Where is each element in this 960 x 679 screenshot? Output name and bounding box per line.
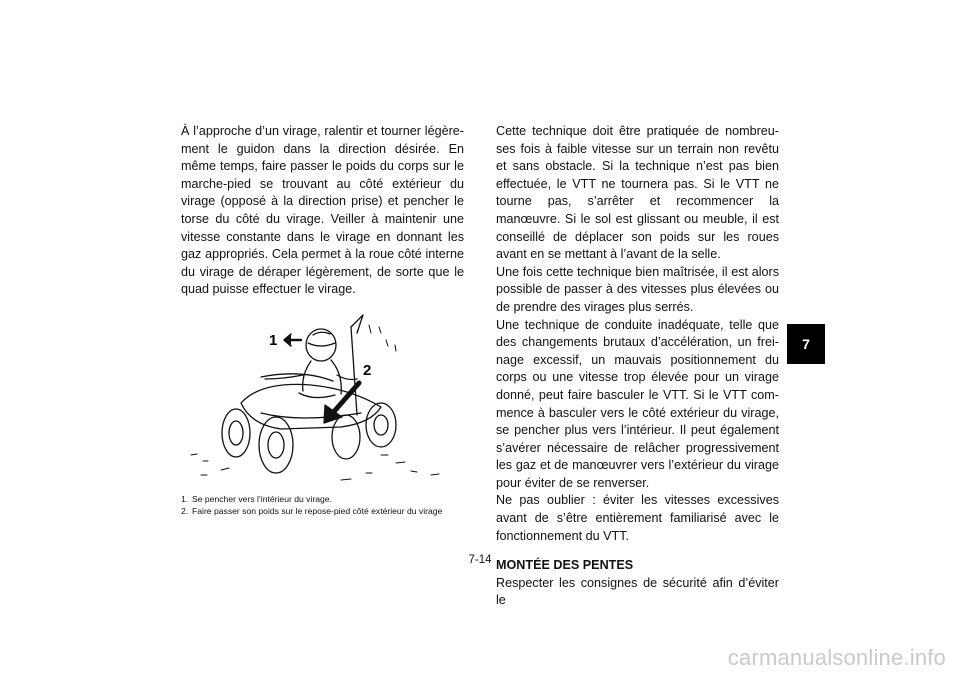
figure-label-1: 1	[269, 332, 278, 349]
watermark: carmanualsonline.info	[727, 645, 946, 670]
atv-turning-illustration	[181, 305, 464, 488]
paragraph: Une technique de conduite inadéquate, telle que des changements brutaux d’accélération, un freinage excessif, un mauvais positionnement du corps ou une vitesse trop élevée pour un virage donné, peut faire basculer le VTT. Si le VTT commence à basculer vers le côté extérieur du virage, se pencher plus vers l’intérieur. Il peut également s’avérer nécessaire de relâcher progressivement les gaz et de manœuvrer vers l’extérieur du virage pour éviter de se renverser.	[496, 317, 779, 490]
paragraph: Respecter les consignes de sécurité afin d’éviter le	[496, 575, 779, 608]
caption-text: Faire passer son poids sur le repose-pied côté extérieur du virage	[192, 506, 443, 516]
caption-text: Se pencher vers l’intérieur du virage.	[192, 494, 332, 504]
caption-item	[181, 506, 464, 517]
chapter-tab: 7	[787, 324, 825, 364]
caption-number: 1.	[181, 494, 189, 504]
page-number: 7-14	[468, 554, 492, 566]
paragraph: Ne pas oublier : éviter les vitesses excessives avant de s’être entièrement familiarisé avec le fonctionnement du VTT.	[496, 493, 779, 543]
figure-label-2: 2	[363, 362, 372, 379]
caption-item	[181, 494, 464, 505]
paragraph: Une fois cette technique bien maîtrisée, il est alors possible de passer à des vitesses plus élevées ou de prendre des virages plus serrés.	[496, 264, 779, 314]
left-column	[181, 123, 464, 299]
figure-captions	[181, 494, 464, 518]
left-paragraph: À l’approche d’un virage, ralentir et tourner légèrement le guidon dans la direction désirée. En même temps, faire passer le poids du corps sur le marche-pied se trouvant au côté extérieur du virage (opposé à la direction prise) et pencher le torse du côté du virage. Veiller à maintenir une vitesse constante dans le virage en donnant les gaz appropriés. Cela permet à la roue côté interne du virage de déraper légèrement, de sorte que le quad puisse effectuer le virage.	[181, 124, 464, 297]
section-heading: MONTÉE DES PENTES	[496, 558, 634, 573]
right-column	[496, 123, 779, 610]
paragraph: Cette technique doit être pratiquée de nombreuses fois à faible vitesse sur un terrain non revêtu et sans obstacle. Si la technique n’est pas bien effectuée, le VTT ne tournera pas. Si le VTT ne tourne pas, s’arrêter et recommencer la manœuvre. Si le sol est glissant ou meuble, il est conseillé de déplacer son poids sur les roues avant en se mettant à l’avant de la selle.	[496, 124, 779, 262]
caption-number: 2.	[181, 506, 189, 516]
